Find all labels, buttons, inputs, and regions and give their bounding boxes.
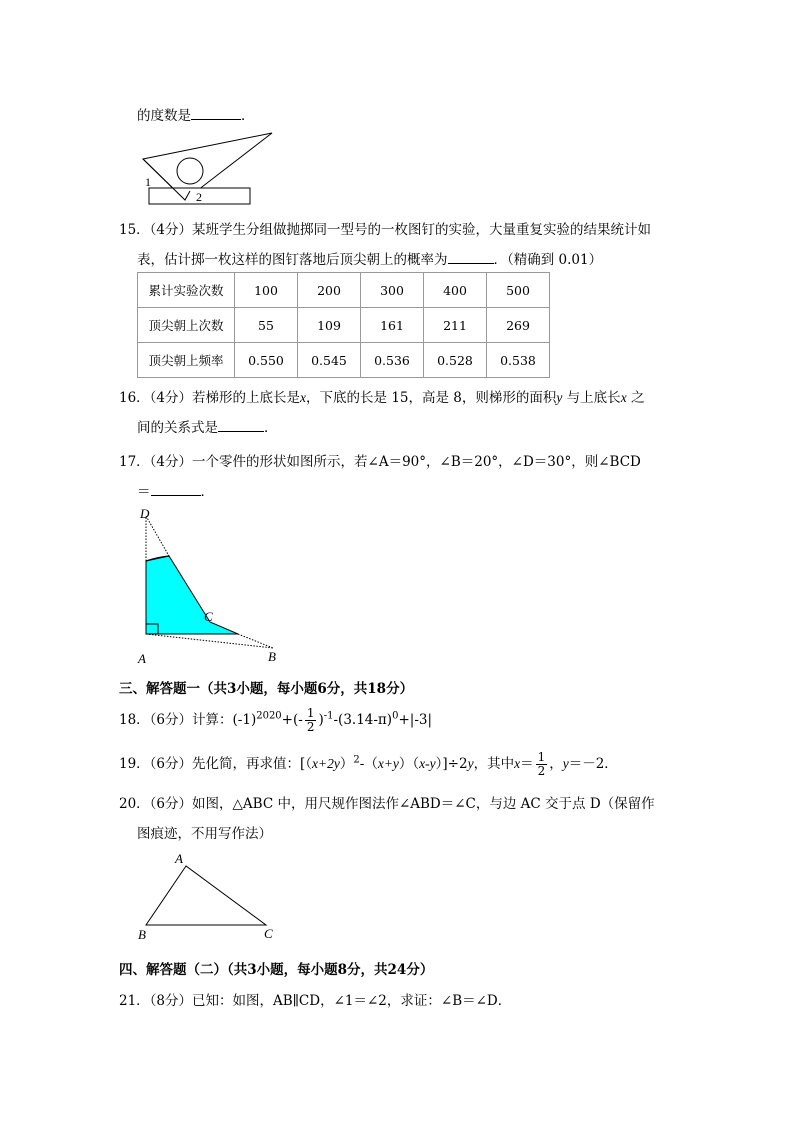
expr-part: ， xyxy=(549,756,563,772)
q20-line1: 20．（6分）如图，△ABC 中，用尺规作图法作∠ABD＝∠C，与边 AC 交于点 D（保留作 xyxy=(119,796,655,812)
var-y: y xyxy=(467,756,474,771)
table-row xyxy=(138,273,550,308)
q16-text: ，下底的长是 15，高是 8，则梯形的面积 xyxy=(306,390,557,406)
point-A-label: A xyxy=(138,651,146,666)
answer-blank xyxy=(448,262,494,264)
table-cell: 0.536 xyxy=(361,343,424,378)
table-cell: 55 xyxy=(235,308,298,343)
table-cell: 269 xyxy=(487,308,550,343)
q17-text: ＝ xyxy=(137,484,151,500)
dotted-extension xyxy=(146,634,273,648)
expr-part: -(3.14-π) xyxy=(333,712,393,728)
q17-line1: 17．（4分）一个零件的形状如图所示，若∠A＝90°，∠B＝20°，∠D＝30°，则∠BCD xyxy=(119,454,641,470)
exponent: 2020 xyxy=(256,710,282,722)
numerator: 1 xyxy=(306,706,315,720)
table-cell: 100 xyxy=(235,273,298,308)
q15-text-b: ．（精确到 0.01） xyxy=(493,252,603,268)
q16-text: 与上底长 xyxy=(562,390,621,406)
q14-tail-text: 的度数是 xyxy=(137,108,191,124)
expr-part: ) xyxy=(318,712,324,728)
point-B-label: B xyxy=(268,649,276,664)
answer-blank xyxy=(218,430,264,432)
table-cell: 211 xyxy=(424,308,487,343)
expr-part: x+y xyxy=(377,756,399,771)
q17-line2 xyxy=(137,480,214,500)
angle-1-label: 1 xyxy=(145,175,151,189)
q19-text: 19．（6分）先化简，再求值：[（ xyxy=(119,756,313,772)
q14-tail-line xyxy=(137,104,255,124)
table-cell: 300 xyxy=(361,273,424,308)
row-header: 顶尖朝上频率 xyxy=(138,343,235,378)
frequency-table xyxy=(137,272,550,378)
answer-blank xyxy=(151,494,201,496)
denominator: 2 xyxy=(537,764,546,778)
point-B-label: B xyxy=(138,927,146,942)
table-cell: 0.528 xyxy=(424,343,487,378)
q14-end: ． xyxy=(241,108,255,124)
expr-part: x-y xyxy=(419,756,436,771)
q17-end: ． xyxy=(200,484,214,500)
expr-part: ＝ xyxy=(520,756,534,772)
expr-part: ）]÷2 xyxy=(435,756,468,772)
row-header: 顶尖朝上次数 xyxy=(138,308,235,343)
q15-text-a: 表，估计掷一枚这样的图钉落地后顶尖朝上的概率为 xyxy=(137,252,448,268)
expr-part: (-1) xyxy=(232,712,257,728)
exponent: -1 xyxy=(323,710,334,722)
point-D-label: D xyxy=(140,506,150,521)
q16-text: 16．（4分）若梯形的上底长是 xyxy=(119,390,301,406)
var-y: y xyxy=(556,390,563,405)
table-cell: 0.550 xyxy=(235,343,298,378)
fraction xyxy=(305,707,317,734)
expr-part: ，其中 xyxy=(473,756,515,772)
q14-figure xyxy=(140,130,280,210)
point-C-label: C xyxy=(264,926,273,941)
expr-part: x+2y xyxy=(312,756,340,771)
q20-line2: 图痕迹，不用写作法） xyxy=(137,826,272,842)
dotted-extension xyxy=(238,634,273,648)
expr-part: ）（ xyxy=(398,756,420,772)
triangle-ABC xyxy=(146,866,266,925)
answer-blank xyxy=(191,118,241,120)
q16-text: 之 xyxy=(626,390,645,406)
expr-part: +(- xyxy=(281,712,303,728)
point-C-label: C xyxy=(204,609,213,624)
q20-figure xyxy=(136,850,281,942)
q16-line1 xyxy=(119,386,644,406)
q18-line xyxy=(119,707,432,734)
section-3-title: 三、解答题一（共3小题，每小题6分，共18分） xyxy=(119,681,414,697)
angle-2-label: 2 xyxy=(196,190,202,204)
expr-part: ） xyxy=(339,756,354,772)
section-4-title: 四、解答题（二）（共3小题，每小题8分，共24分） xyxy=(119,962,434,978)
q15-line1: 15．（4分）某班学生分组做抛掷同一型号的一枚图钉的实验，大量重复实验的结果统计如 xyxy=(119,222,652,238)
table-cell: 0.538 xyxy=(487,343,550,378)
var-x: x xyxy=(514,756,521,771)
table-cell: 200 xyxy=(298,273,361,308)
row-header: 累计实验次数 xyxy=(138,273,235,308)
q16-end: ． xyxy=(264,420,278,436)
q18-text: 18．（6分）计算： xyxy=(119,712,233,728)
var-y: y xyxy=(562,756,569,771)
exponent: 0 xyxy=(392,710,399,722)
table-cell: 0.545 xyxy=(298,343,361,378)
dotted-extension xyxy=(146,516,169,556)
fraction xyxy=(536,751,548,778)
table-row xyxy=(138,308,550,343)
q15-line2 xyxy=(137,248,602,268)
table-cell: 161 xyxy=(361,308,424,343)
numerator: 1 xyxy=(537,750,546,764)
table-row xyxy=(138,343,550,378)
exponent: 2 xyxy=(353,754,360,766)
denominator: 2 xyxy=(306,720,315,734)
var-x: x xyxy=(620,390,627,405)
part-shape xyxy=(146,556,238,634)
q19-line xyxy=(119,751,618,778)
var-x: x xyxy=(300,390,307,405)
point-A-label: A xyxy=(175,851,183,866)
table-cell: 400 xyxy=(424,273,487,308)
q16-text: 间的关系式是 xyxy=(137,420,218,436)
expr-part: ＝－2． xyxy=(568,756,618,772)
expr-part: -（ xyxy=(359,756,378,772)
expr-part: +|-3| xyxy=(398,712,433,728)
q17-figure xyxy=(138,504,283,666)
q16-line2 xyxy=(137,416,278,436)
table-cell: 109 xyxy=(298,308,361,343)
q21-line: 21．（8分）已知：如图，AB∥CD，∠1＝∠2，求证：∠B＝∠D． xyxy=(119,993,512,1009)
table-cell: 500 xyxy=(487,273,550,308)
triangle-hole xyxy=(177,158,203,184)
